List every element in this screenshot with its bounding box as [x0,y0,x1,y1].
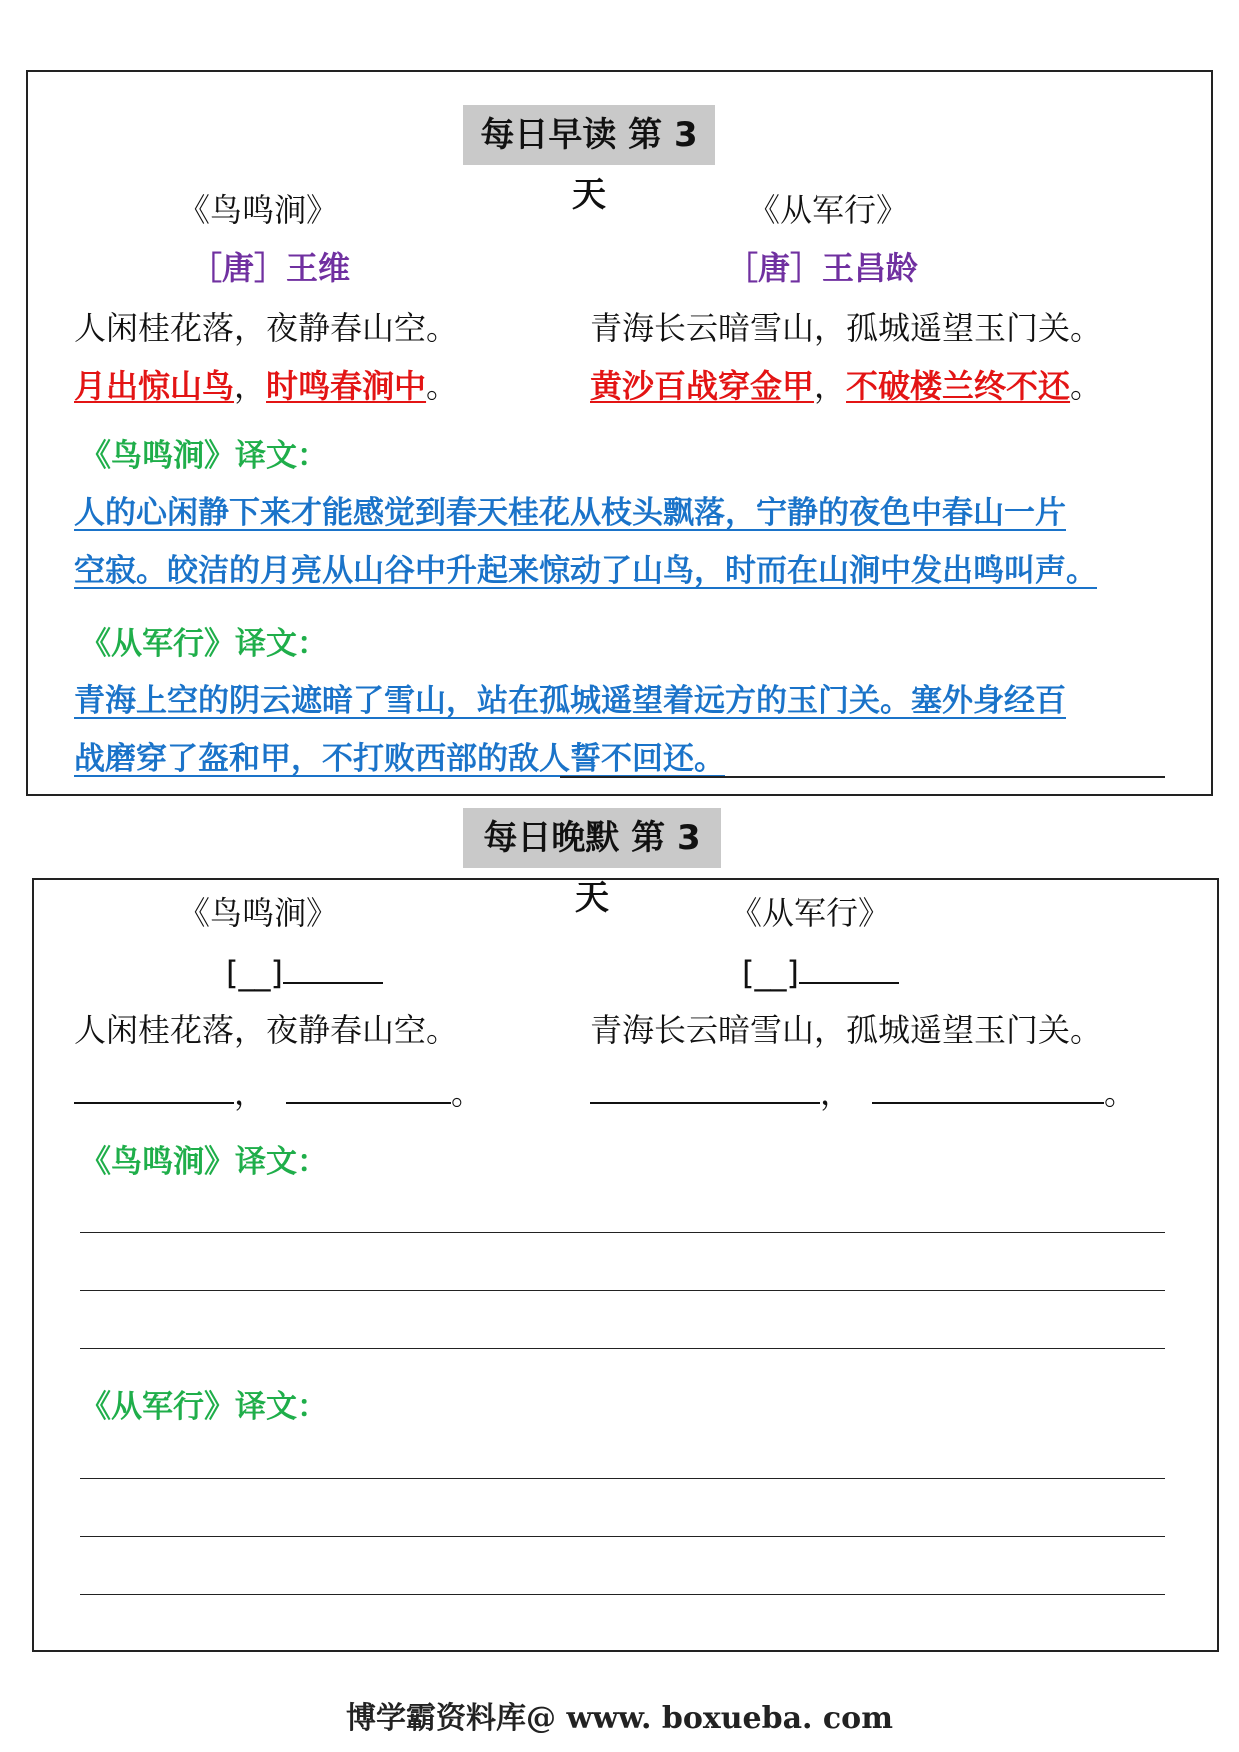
evening-translation2-heading: 《从军行》译文： [80,1389,328,1425]
morning-poem2-answer1: 黄沙百战穿金甲 [590,367,815,405]
dynasty-blank[interactable]: [__] [742,954,799,992]
writing-line[interactable] [80,1594,1165,1595]
period: 。 [426,367,459,405]
morning-poem1-answer2: 时鸣春涧中 [266,367,427,405]
comma: ， [234,367,267,405]
morning-poem2-title: 《从军行》 [748,191,909,229]
evening-poem1-line2 [74,1072,483,1113]
morning-heading: 每日早读 第 3 天 [463,105,715,165]
morning-poem1-title: 《鸟鸣涧》 [178,191,339,229]
evening-poem2-line2 [590,1072,1136,1113]
fill-blank[interactable] [590,1072,820,1104]
evening-translation1-heading: 《鸟鸣涧》译文： [80,1144,328,1180]
morning-translation1-line1: 人的心闲静下来才能感觉到春天桂花从枝头飘落，宁静的夜色中春山一片 [74,495,1066,531]
period: 。 [1070,367,1103,405]
morning-translation2-line1: 青海上空的阴云遮暗了雪山，站在孤城遥望着远方的玉门关。塞外身经百 [74,683,1066,719]
morning-poem1-author: ［唐］王维 [190,249,351,287]
morning-poem1-line1: 人闲桂花落，夜静春山空。 [74,309,459,347]
morning-translation2-heading: 《从军行》译文： [80,626,328,662]
writing-line[interactable] [80,1536,1165,1537]
writing-line[interactable] [80,1232,1165,1233]
comma: ， [234,1074,267,1112]
fill-blank[interactable] [872,1072,1104,1104]
writing-line[interactable] [80,1478,1165,1479]
period: 。 [1104,1074,1137,1112]
morning-poem2-line2 [590,366,1102,406]
morning-poem1-answer1: 月出惊山鸟 [74,367,235,405]
morning-poem2-answer2: 不破楼兰终不还 [846,367,1071,405]
evening-poem2-line1: 青海长云暗雪山，孤城遥望玉门关。 [590,1011,1103,1049]
comma: ， [814,367,847,405]
footer-watermark: 博学霸资料库@ www. boxueba. com [346,1701,893,1736]
dynasty-blank[interactable]: [__] [226,954,283,992]
evening-heading: 每日晚默 第 3 天 [463,808,721,868]
author-name-blank[interactable] [283,952,383,984]
evening-poem1-title: 《鸟鸣涧》 [178,894,339,932]
evening-poem1-author-blank [226,952,383,993]
author-name-blank[interactable] [799,952,899,984]
evening-poem1-line1: 人闲桂花落，夜静春山空。 [74,1011,459,1049]
evening-poem2-author-blank [742,952,899,993]
writing-line[interactable] [80,1348,1165,1349]
morning-poem2-author: ［唐］王昌龄 [726,249,919,287]
morning-translation1-heading: 《鸟鸣涧》译文： [80,438,328,474]
morning-translation2-line2: 战磨穿了盔和甲，不打败西部的敌人誓不回还。 [74,741,725,777]
writing-line[interactable] [80,1290,1165,1291]
morning-poem2-line1: 青海长云暗雪山，孤城遥望玉门关。 [590,309,1103,347]
fill-blank[interactable] [286,1072,451,1104]
comma: ， [820,1074,853,1112]
morning-poem1-line2 [74,366,458,406]
fill-blank[interactable] [74,1072,234,1104]
evening-poem2-title: 《从军行》 [730,894,891,932]
period: 。 [451,1074,484,1112]
translation2-underline-extension [560,776,1165,778]
morning-translation1-line2: 空寂。皎洁的月亮从山谷中升起来惊动了山鸟，时而在山涧中发出鸣叫声。 [74,553,1097,589]
